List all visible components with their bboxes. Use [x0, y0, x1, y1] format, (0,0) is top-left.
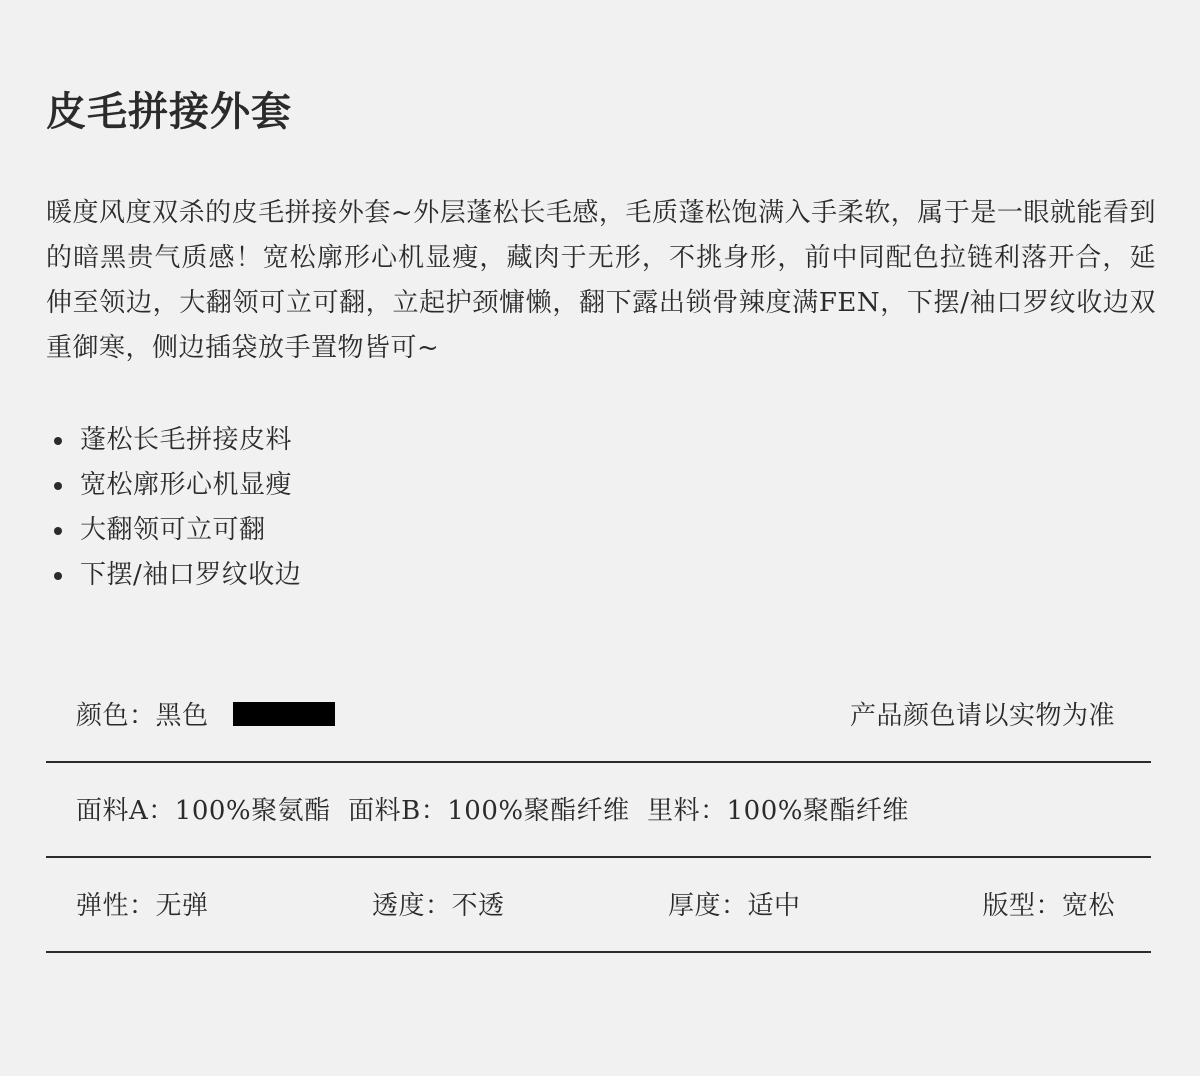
- feature-item: [46, 508, 301, 553]
- materials-text: 面料A：100%聚氨酯 面料B：100%聚酯纤维 里料：100%聚酯纤维: [76, 796, 909, 826]
- product-title: 皮毛拼接外套: [46, 88, 292, 135]
- feature-list: [46, 418, 301, 598]
- feature-text: 宽松廓形心机显瘦: [80, 470, 293, 500]
- color-label: 颜色：黑色: [76, 701, 209, 731]
- feature-text: 大翻领可立可翻: [80, 515, 266, 545]
- feature-item: [46, 418, 301, 463]
- fit-value: 版型：宽松: [982, 891, 1115, 921]
- transparency-value: 透度：不透: [372, 891, 505, 921]
- feature-text: 蓬松长毛拼接皮料: [80, 425, 293, 455]
- spec-table: [46, 668, 1151, 953]
- properties-row: [46, 858, 1151, 953]
- thickness-value: 厚度：适中: [668, 891, 801, 921]
- color-swatch: [233, 702, 335, 726]
- bullet-icon: [54, 482, 62, 490]
- color-row: [46, 668, 1151, 763]
- materials-row: [46, 763, 1151, 858]
- feature-text: 下摆/袖口罗纹收边: [80, 560, 302, 590]
- color-note: 产品颜色请以实物为准: [849, 701, 1115, 731]
- bullet-icon: [54, 527, 62, 535]
- bullet-icon: [54, 572, 62, 580]
- color-info: [76, 668, 335, 764]
- feature-item: [46, 463, 301, 508]
- bullet-icon: [54, 437, 62, 445]
- feature-item: [46, 553, 301, 598]
- elasticity-value: 弹性：无弹: [76, 891, 209, 921]
- product-description: 暖度风度双杀的皮毛拼接外套~外层蓬松长毛感，毛质蓬松饱满入手柔软，属于是一眼就能看到的暗黑贵气质感！宽松廓形心机显瘦，藏肉于无形，不挑身形，前中同配色拉链利落开合，延伸至领边，大翻领可立可翻，立起护颈慵懒，翻下露出锁骨辣度满FEN，下摆/袖口罗纹收边双重御寒，侧边插袋放手置物皆可~: [46, 198, 1156, 363]
